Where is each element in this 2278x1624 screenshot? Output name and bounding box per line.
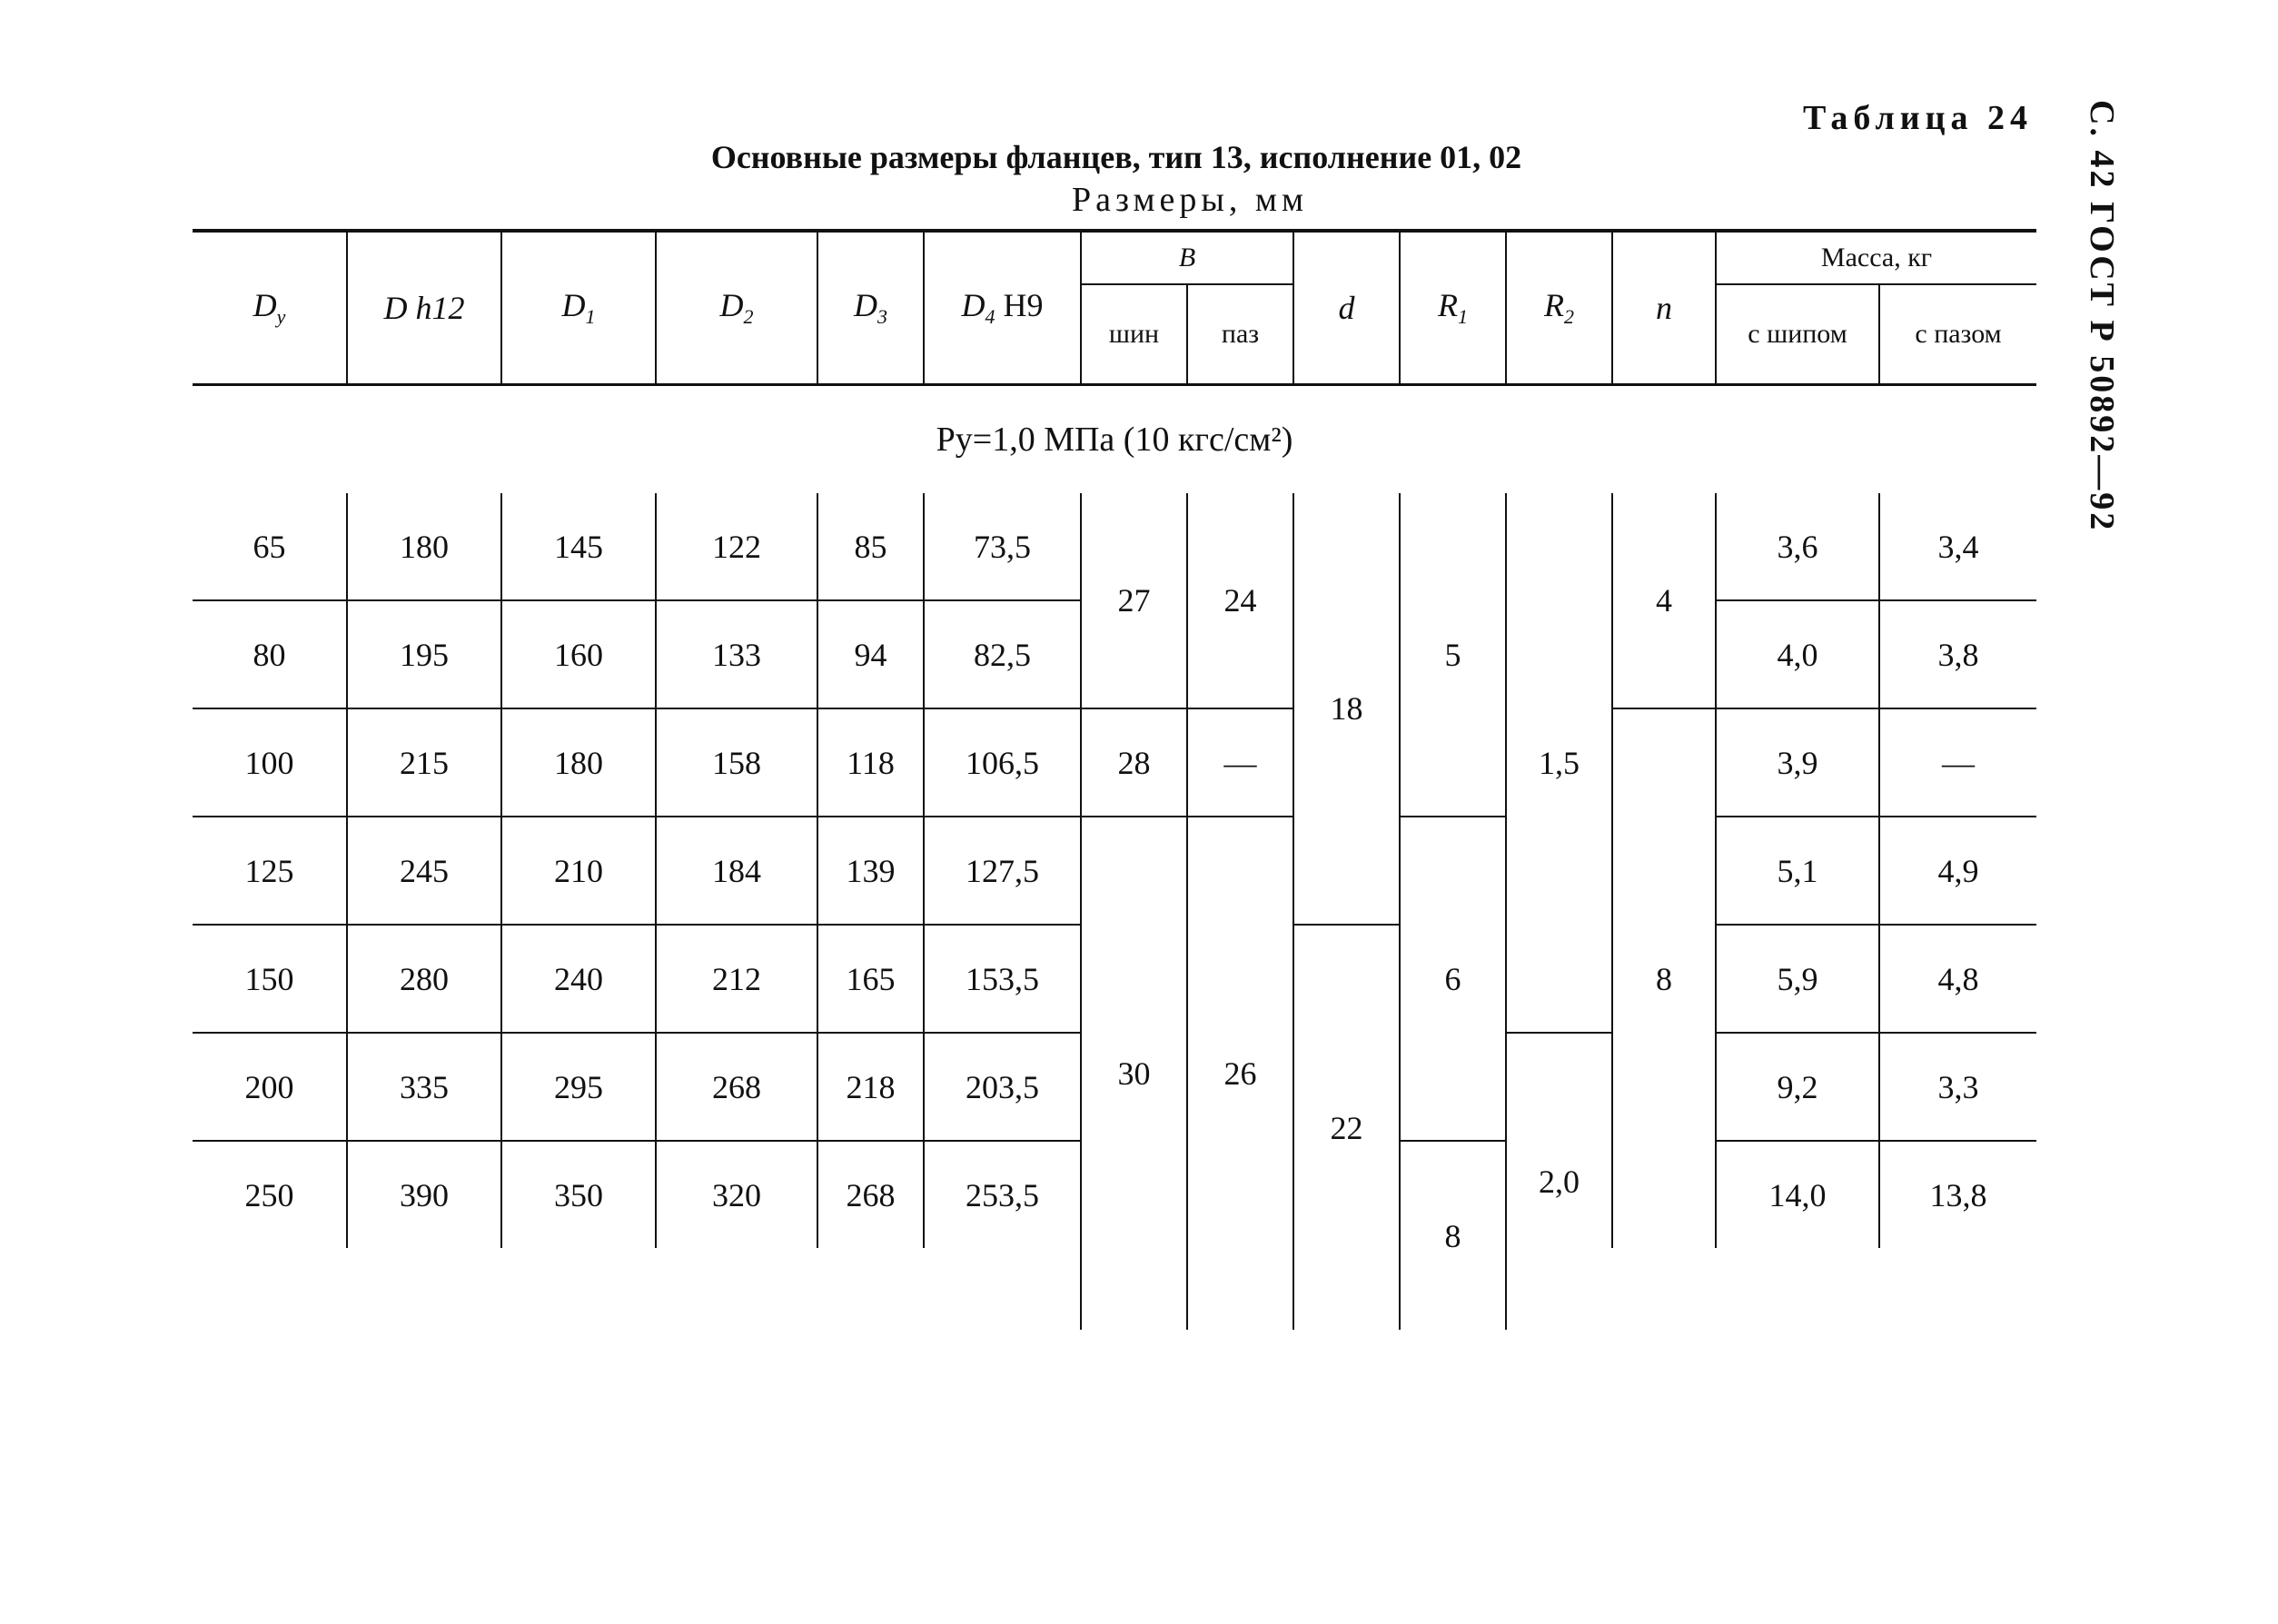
cell-r1: 6 (1400, 817, 1506, 1141)
cell-d1: 210 (501, 817, 656, 925)
side-header-text: С. 42 ГОСТ Р 50892—92 (2083, 100, 2121, 533)
cell-mass-paz: 13,8 (1879, 1141, 2036, 1248)
cell-mass-ship: 3,6 (1716, 493, 1879, 600)
table-number-label: Таблица 24 (1803, 99, 2034, 137)
cell-dy: 80 (193, 600, 347, 708)
header-n: n (1612, 231, 1716, 385)
cell-d1: 145 (501, 493, 656, 600)
cell-d3: 165 (817, 925, 924, 1033)
cell-d3: 218 (817, 1033, 924, 1141)
cell-d3: 85 (817, 493, 924, 600)
flange-dimensions-table (193, 229, 2036, 1330)
cell-d1: 160 (501, 600, 656, 708)
cell-d4: 106,5 (924, 708, 1081, 817)
cell-mass-paz: 4,9 (1879, 817, 2036, 925)
cell-d4: 73,5 (924, 493, 1081, 600)
cell-d4: 153,5 (924, 925, 1081, 1033)
cell-b-ship: 27 (1081, 493, 1187, 708)
cell-dy: 150 (193, 925, 347, 1033)
table-row (193, 708, 2036, 817)
cell-d2: 184 (656, 817, 817, 925)
header-b-paz: паз (1187, 284, 1293, 385)
cell-dy: 100 (193, 708, 347, 817)
cell-d4: 127,5 (924, 817, 1081, 925)
cell-mass-ship: 14,0 (1716, 1141, 1879, 1248)
cell-mass-ship: 5,9 (1716, 925, 1879, 1033)
cell-r2: 1,5 (1506, 493, 1612, 1033)
table-title: Основные размеры фланцев, тип 13, исполнение 01, 02 (710, 139, 1522, 175)
cell-mass-paz: 3,4 (1879, 493, 2036, 600)
pressure-subheading: Pу=1,0 МПа (10 кгс/см²) (936, 421, 1293, 459)
cell-dy: 250 (244, 1176, 294, 1213)
header-b-ship: шин (1081, 284, 1187, 385)
header-d2: $D_2$ (656, 231, 817, 385)
header-mass-paz: с пазом (1879, 284, 2036, 385)
cell-dh12: 280 (347, 925, 501, 1033)
cell-mass-paz: 3,8 (1879, 600, 2036, 708)
cell-d1: 240 (501, 925, 656, 1033)
cell-dy: 65 (193, 493, 347, 600)
cell-dh12: 195 (347, 600, 501, 708)
header-r1: $R_1$ (1400, 231, 1506, 385)
cell-b-paz: — (1187, 708, 1293, 817)
cell-r1: 8 (1400, 1141, 1506, 1330)
header-d4-h9: $D_4$ H9 (924, 231, 1081, 385)
table-row (193, 817, 2036, 925)
cell-d4: 253,5 (924, 1141, 1081, 1248)
cell-mass-ship: 3,9 (1716, 708, 1879, 817)
cell-b-ship: 28 (1081, 708, 1187, 817)
cell-mass-ship: 5,1 (1716, 817, 1879, 925)
header-dy: $D_у$ (193, 231, 347, 385)
cell-dy: 200 (193, 1033, 347, 1141)
cell-dh12: 180 (347, 493, 501, 600)
units-caption: Размеры, мм (1071, 181, 1308, 219)
cell-mass-paz: 4,8 (1879, 925, 2036, 1033)
side-page-header (2082, 100, 2154, 554)
cell-d1: 295 (501, 1033, 656, 1141)
cell-b-paz: 26 (1187, 817, 1293, 1330)
cell-r2: 2,0 (1506, 1033, 1612, 1330)
cell-d: 22 (1293, 925, 1400, 1330)
table-row (193, 493, 2036, 600)
cell-d4: 82,5 (924, 600, 1081, 708)
cell-dh12: 390 (347, 1141, 501, 1248)
cell-b-paz: 24 (1187, 493, 1293, 708)
cell-d2: 158 (656, 708, 817, 817)
header-r2: $R_2$ (1506, 231, 1612, 385)
header-d: d (1293, 231, 1400, 385)
cell-mass-ship: 9,2 (1716, 1033, 1879, 1141)
cell-d: 18 (1293, 493, 1400, 925)
cell-d3: 268 (817, 1141, 924, 1248)
cell-d2: 133 (656, 600, 817, 708)
cell-n: 8 (1612, 708, 1716, 1248)
cell-r1: 5 (1400, 493, 1506, 817)
cell-d4: 203,5 (924, 1033, 1081, 1141)
cell-d3: 139 (817, 817, 924, 925)
header-b: B (1081, 231, 1293, 284)
cell-d2: 268 (656, 1033, 817, 1141)
cell-d3: 118 (817, 708, 924, 817)
cell-dy: 125 (193, 817, 347, 925)
cell-dh12: 335 (347, 1033, 501, 1141)
cell-mass-paz: 3,3 (1879, 1033, 2036, 1141)
cell-n: 4 (1612, 493, 1716, 708)
cell-mass-ship: 4,0 (1716, 600, 1879, 708)
cell-d3: 94 (817, 600, 924, 708)
header-d3: $D_3$ (817, 231, 924, 385)
cell-dh12: 245 (347, 817, 501, 925)
cell-d1: 180 (501, 708, 656, 817)
header-mass-ship: с шипом (1716, 284, 1879, 385)
cell-mass-paz: — (1879, 708, 2036, 817)
cell-d1: 350 (501, 1141, 656, 1248)
cell-d2: 320 (656, 1141, 817, 1248)
cell-d2: 212 (656, 925, 817, 1033)
cell-d2: 122 (656, 493, 817, 600)
header-d1: $D_1$ (501, 231, 656, 385)
header-d-h12: D h12 (347, 231, 501, 385)
cell-b-ship: 30 (1081, 817, 1187, 1330)
header-mass: Масса, кг (1716, 231, 2036, 284)
cell-dh12: 215 (347, 708, 501, 817)
